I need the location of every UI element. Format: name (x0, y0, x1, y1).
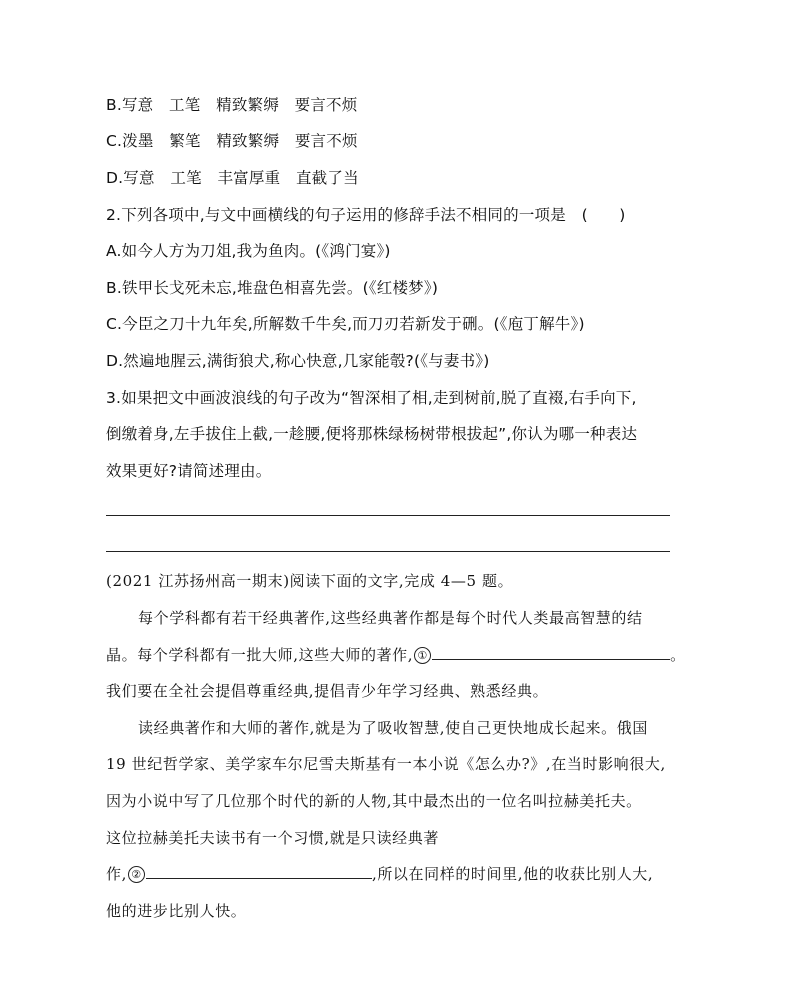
passage-p2-line-5 (106, 864, 653, 884)
passage-p1-line-2 (106, 645, 686, 665)
passage-p1-line-2-text: 晶。每个学科都有一批大师,这些大师的著作, (106, 646, 414, 664)
blank-2-marker: ② (128, 866, 145, 883)
passage-p2-line-2: 19 世纪哲学家、美学家车尔尼雪夫斯基有一本小说《怎么办?》,在当时影响很大, (106, 755, 666, 773)
q1-option-d[interactable]: D.写意 工笔 丰富厚重 直截了当 (106, 169, 359, 187)
passage-p2-line-3: 因为小说中写了几位那个时代的新的人物,其中最杰出的一位名叫拉赫美托夫。 (106, 792, 642, 810)
q3-stem-line-2: 倒缴着身,左手拔住上截,一趁腰,便将那株绿杨树带根拔起”,你认为哪一种表达 (106, 425, 638, 443)
q1-option-b[interactable]: B.写意 工笔 精致繁缛 要言不烦 (106, 96, 358, 114)
passage-p2-line-5-start: 作, (106, 865, 127, 883)
passage-p2-line-4: 这位拉赫美托夫读书有一个习惯,就是只读经典著 (106, 829, 439, 847)
blank-1-marker: ① (414, 647, 431, 664)
q2-option-d[interactable]: D.然遍地腥云,满街狼犬,称心快意,几家能彀?(《与妻书》) (106, 352, 490, 370)
passage-p2-line-6: 他的进步比别人快。 (106, 902, 247, 920)
passage-p1-line-1: 每个学科都有若干经典著作,这些经典著作都是每个时代人类最高智慧的结 (138, 609, 643, 627)
answer-line-1[interactable] (106, 515, 670, 516)
q3-stem-line-1: 3.如果把文中画波浪线的句子改为“智深相了相,走到树前,脱了直裰,右手向下, (106, 389, 637, 407)
blank-2-field[interactable] (146, 864, 372, 879)
q3-stem-line-3: 效果更好?请简述理由。 (106, 462, 272, 480)
passage-p2-line-5-end: ,所以在同样的时间里,他的收获比别人大, (371, 865, 654, 883)
q1-option-c[interactable]: C.泼墨 繁笔 精致繁缛 要言不烦 (106, 132, 358, 150)
q2-option-a[interactable]: A.如今人方为刀俎,我为鱼肉。(《鸿门宴》) (106, 242, 391, 260)
blank-1-field[interactable] (432, 645, 670, 660)
passage-source: (2021 江苏扬州高一期末)阅读下面的文字,完成 4—5 题。 (106, 572, 514, 590)
q2-option-c[interactable]: C.今臣之刀十九年矣,所解数千牛矣,而刀刃若新发于硎。(《庖丁解牛》) (106, 315, 585, 333)
q2-option-b[interactable]: B.铁甲长戈死未忘,堆盘色相喜先尝。(《红楼梦》) (106, 279, 439, 297)
passage-p1-line-2-end: 。 (670, 646, 686, 664)
answer-line-2[interactable] (106, 551, 670, 552)
passage-p2-line-1: 读经典著作和大师的著作,就是为了吸收智慧,使自己更快地成长起来。俄国 (138, 719, 648, 737)
passage-p1-line-3: 我们要在全社会提倡尊重经典,提倡青少年学习经典、熟悉经典。 (106, 682, 549, 700)
q2-stem: 2.下列各项中,与文中画横线的句子运用的修辞手法不相同的一项是 ( ) (106, 206, 626, 224)
